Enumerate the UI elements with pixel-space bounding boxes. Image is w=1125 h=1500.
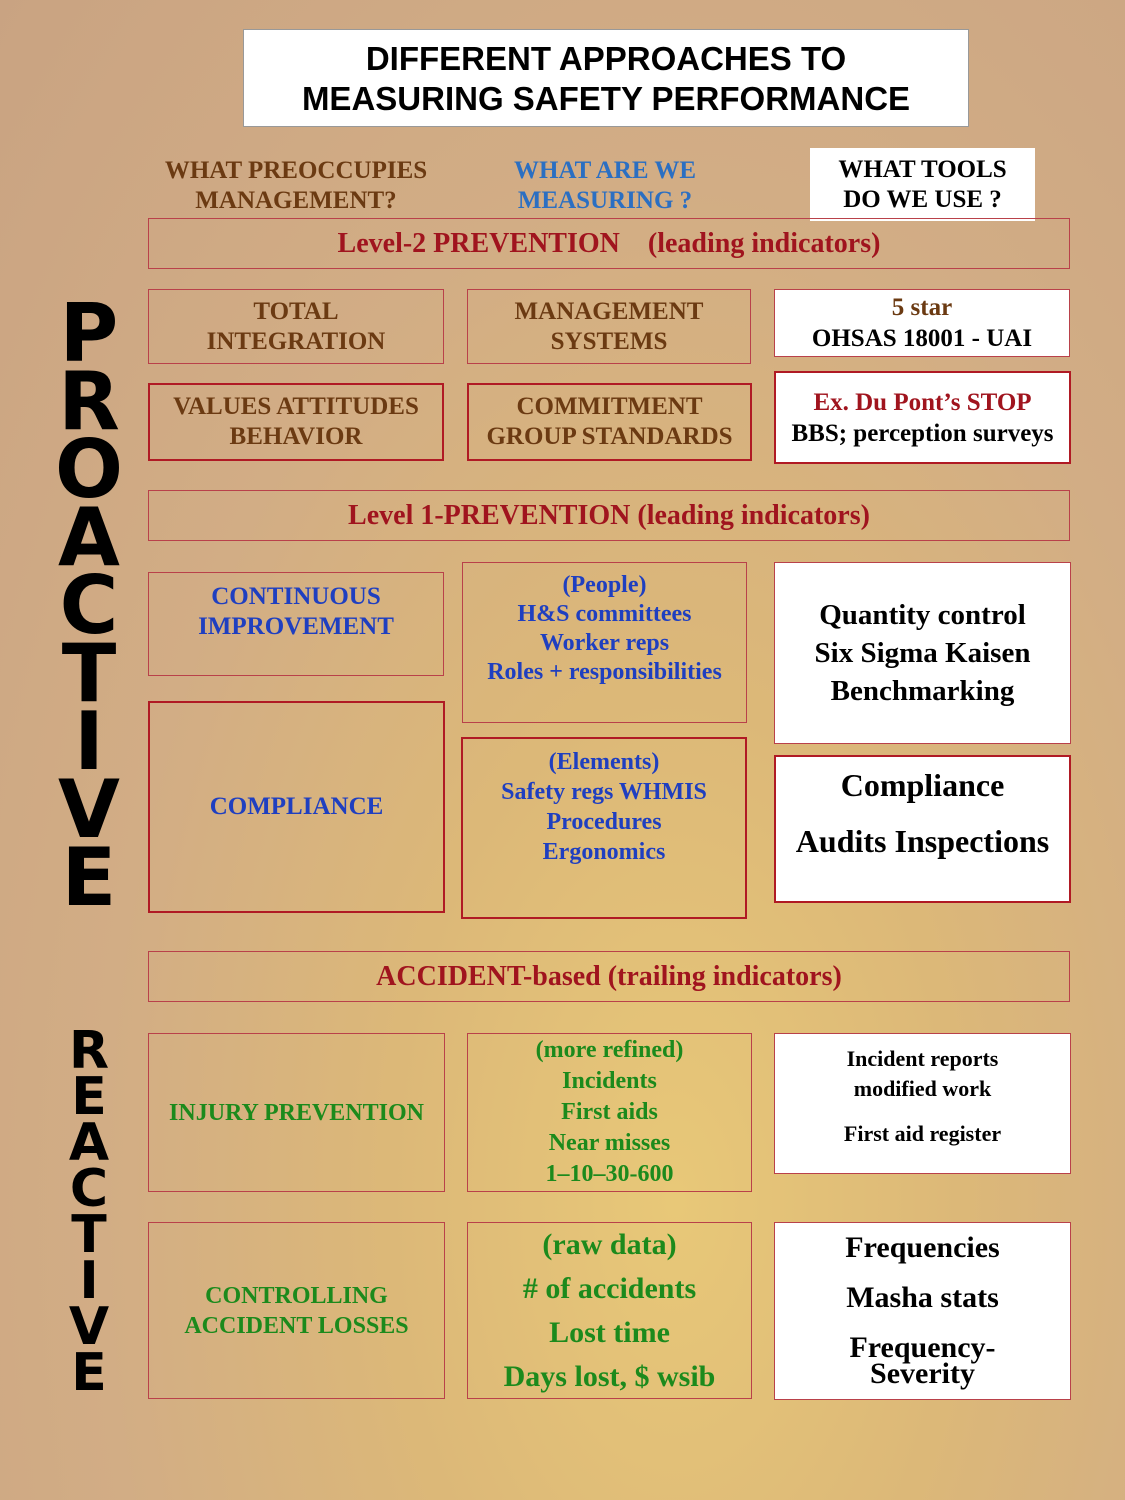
- reactive-label: R E A C T I V E: [68, 1021, 110, 1403]
- cell-frequencies: Frequencies Masha stats Frequency- Severity: [774, 1222, 1071, 1400]
- column-header-management: WHAT PREOCCUPIES MANAGEMENT?: [164, 157, 428, 214]
- title-line-1: DIFFERENT APPROACHES TO: [365, 40, 847, 77]
- accident-band: ACCIDENT-based (trailing indicators): [148, 951, 1070, 1002]
- column-header-measuring: WHAT ARE WE MEASURING ?: [514, 157, 696, 214]
- cell-quantity-control: Quantity control Six Sigma Kaisen Benchmarking: [774, 562, 1071, 744]
- page-title: [243, 29, 969, 127]
- level1-band: Level 1-PREVENTION (leading indicators): [148, 490, 1070, 541]
- cell-raw-data: (raw data) # of accidents Lost time Days lost, $ wsib: [467, 1222, 752, 1399]
- cell-more-refined: (more refined) Incidents First aids Near misses 1–10–30-600: [467, 1033, 752, 1192]
- cell-5star-ohsas: 5 star OHSAS 18001 - UAI: [774, 289, 1070, 357]
- cell-controlling-losses: CONTROLLING ACCIDENT LOSSES: [148, 1222, 445, 1399]
- cell-people: (People) H&S committees Worker reps Roles + responsibilities: [462, 562, 747, 723]
- cell-values-attitudes: VALUES ATTITUDES BEHAVIOR: [148, 383, 444, 461]
- level2-band: Level-2 PREVENTION (leading indicators): [148, 218, 1070, 269]
- cell-compliance-audits: Compliance Audits Inspections: [774, 755, 1071, 903]
- cell-elements: (Elements) Safety regs WHMIS Procedures Ergonomics: [461, 737, 747, 919]
- cell-commitment-group: COMMITMENT GROUP STANDARDS: [467, 383, 752, 461]
- cell-dupont-stop: Ex. Du Pont’s STOP BBS; perception surveys: [774, 371, 1071, 464]
- cell-total-integration: TOTAL INTEGRATION: [148, 289, 444, 364]
- cell-incident-reports: Incident reports modified work First aid register: [774, 1033, 1071, 1174]
- cell-injury-prevention: INJURY PREVENTION: [148, 1033, 445, 1192]
- column-header-tools: WHAT TOOLS DO WE USE ?: [810, 148, 1035, 221]
- cell-compliance: COMPLIANCE: [148, 701, 445, 913]
- title-line-2: MEASURING SAFETY PERFORMANCE: [301, 80, 911, 117]
- cell-continuous-improvement: CONTINUOUS IMPROVEMENT: [148, 572, 444, 676]
- cell-management-systems: MANAGEMENT SYSTEMS: [467, 289, 751, 364]
- proactive-label: P R O A C T I V E: [54, 287, 123, 924]
